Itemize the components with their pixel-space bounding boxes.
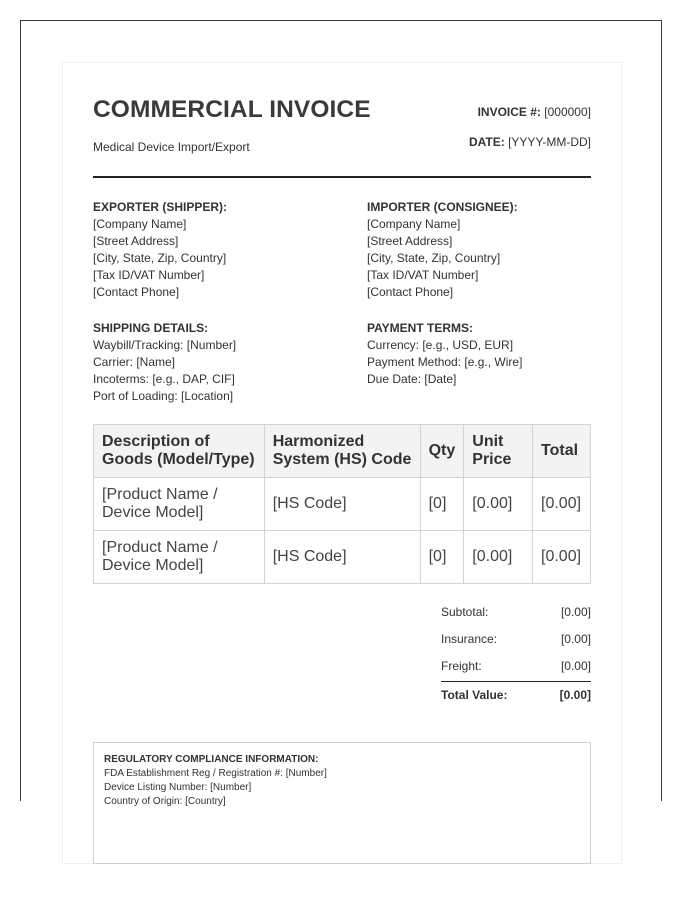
total-value-label: Total Value:	[441, 688, 508, 702]
importer-heading: IMPORTER (CONSIGNEE):	[367, 200, 518, 214]
regulatory-line: Device Listing Number: [Number]	[104, 782, 252, 793]
importer-line: [City, State, Zip, Country]	[367, 251, 501, 265]
document-frame	[20, 20, 662, 807]
column-header-unit-price: Unit Price	[464, 425, 533, 478]
invoice-number-label: INVOICE #:	[477, 105, 541, 119]
cell-unit-price: [0.00]	[464, 478, 533, 531]
invoice-title: COMMERCIAL INVOICE	[93, 96, 371, 123]
invoice-date-label: DATE:	[468, 135, 505, 149]
cell-description: [Product Name / Device Model]	[94, 531, 265, 584]
shipping-line: Port of Loading: [Location]	[93, 389, 234, 403]
regulatory-compliance-box	[93, 742, 591, 864]
payment-line: Currency: [e.g., USD, EUR]	[367, 338, 514, 352]
shipping-heading: SHIPPING DETAILS:	[93, 321, 209, 335]
cell-total: [0.00]	[533, 478, 591, 531]
exporter-line: [City, State, Zip, Country]	[93, 251, 227, 265]
invoice-sheet	[62, 62, 622, 864]
shipping-section	[93, 320, 236, 405]
cell-qty: [0]	[420, 531, 464, 584]
subtotal-value: [0.00]	[560, 605, 591, 619]
table-row	[94, 478, 591, 531]
importer-line: [Contact Phone]	[367, 285, 454, 299]
regulatory-heading: REGULATORY COMPLIANCE INFORMATION:	[104, 754, 319, 765]
insurance-row	[441, 626, 591, 653]
freight-value: [0.00]	[560, 659, 591, 673]
table-row	[94, 531, 591, 584]
invoice-number-value: [000000]	[544, 105, 591, 119]
invoice-date-value: [YYYY-MM-DD]	[508, 135, 591, 149]
column-header-description: Description of Goods (Model/Type)	[94, 425, 265, 478]
cell-hs-code: [HS Code]	[264, 478, 420, 531]
subtotal-row	[441, 599, 591, 626]
column-header-hs-code: Harmonized System (HS) Code	[264, 425, 420, 478]
exporter-line: [Contact Phone]	[93, 285, 180, 299]
regulatory-line: Country of Origin: [Country]	[104, 796, 226, 807]
exporter-line: [Tax ID/VAT Number]	[93, 268, 205, 282]
insurance-label: Insurance:	[441, 632, 498, 646]
exporter-line: [Street Address]	[93, 234, 179, 248]
total-value-row	[441, 681, 591, 709]
invoice-number	[478, 105, 591, 119]
regulatory-line: FDA Establishment Reg / Registration #: [Number]	[104, 768, 327, 779]
shipping-line: Waybill/Tracking: [Number]	[93, 338, 237, 352]
total-value-amount: [0.00]	[559, 688, 591, 702]
exporter-heading: EXPORTER (SHIPPER):	[93, 200, 228, 214]
importer-section	[367, 199, 518, 301]
shipping-line: Carrier: [Name]	[93, 355, 176, 369]
cell-hs-code: [HS Code]	[264, 531, 420, 584]
table-header-row	[94, 425, 591, 478]
freight-row	[441, 653, 591, 680]
importer-line: [Company Name]	[367, 217, 461, 231]
importer-line: [Street Address]	[367, 234, 453, 248]
invoice-date	[469, 135, 591, 149]
insurance-value: [0.00]	[560, 632, 591, 646]
subtotal-label: Subtotal:	[441, 605, 489, 619]
freight-label: Freight:	[441, 659, 482, 673]
payment-heading: PAYMENT TERMS:	[367, 321, 474, 335]
items-table	[93, 424, 591, 584]
cell-description: [Product Name / Device Model]	[94, 478, 265, 531]
cell-total: [0.00]	[533, 531, 591, 584]
shipping-line: Incoterms: [e.g., DAP, CIF]	[93, 372, 235, 386]
cell-unit-price: [0.00]	[464, 531, 533, 584]
cell-qty: [0]	[420, 478, 464, 531]
payment-line: Payment Method: [e.g., Wire]	[367, 355, 523, 369]
column-header-total: Total	[533, 425, 591, 478]
exporter-section	[93, 199, 227, 301]
exporter-line: [Company Name]	[93, 217, 187, 231]
totals-summary	[441, 599, 591, 709]
importer-line: [Tax ID/VAT Number]	[367, 268, 479, 282]
payment-section	[367, 320, 522, 388]
header-divider	[93, 176, 591, 178]
payment-line: Due Date: [Date]	[367, 372, 457, 386]
invoice-subtitle: Medical Device Import/Export	[93, 140, 250, 154]
column-header-qty: Qty	[420, 425, 464, 478]
